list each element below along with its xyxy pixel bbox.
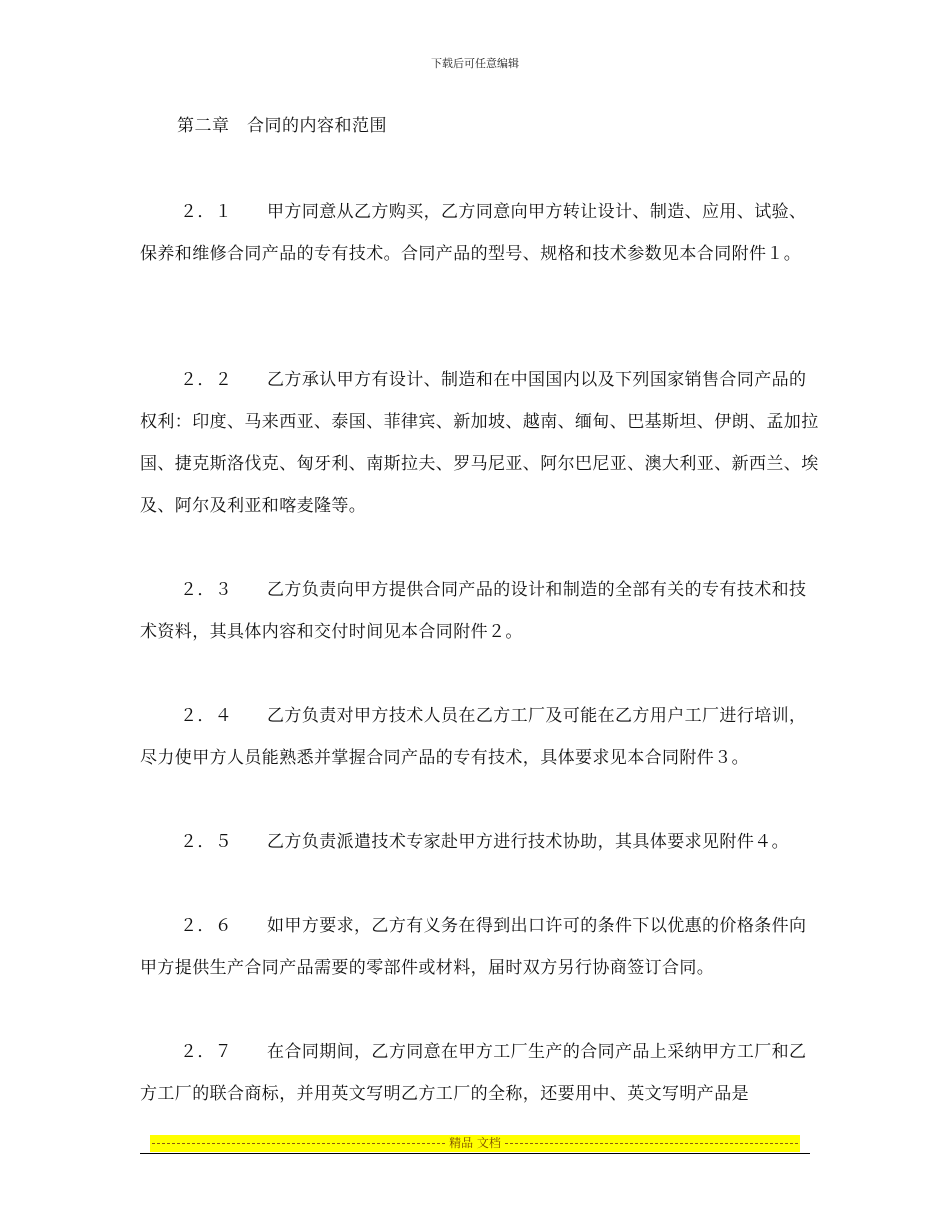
clause-text: 在合同期间，乙方同意在甲方工厂生产的合同产品上采纳甲方工厂和乙方工厂的联合商标，并用英文写明乙方工厂的全称，还要用中、英文写明产品是	[140, 1042, 807, 1104]
clause-2-7	[140, 1031, 820, 1115]
clause-2-2	[140, 359, 820, 527]
clause-number: ２．６	[180, 916, 233, 936]
clause-number: ２．４	[180, 706, 233, 726]
clause-number: ２．５	[180, 832, 233, 852]
page-header: 下载后可任意编辑	[431, 57, 519, 70]
clause-text: 乙方负责派遣技术专家赴甲方进行技术协助，其具体要求见附件４。	[267, 832, 790, 852]
clause-2-4	[140, 695, 820, 779]
clause-text: 乙方负责向甲方提供合同产品的设计和制造的全部有关的专有技术和技术资料，其具体内容和交付时间见本合同附件２。	[140, 580, 807, 642]
clause-number: ２．１	[180, 202, 233, 222]
clause-text: 乙方负责对甲方技术人员在乙方工厂及可能在乙方用户工厂进行培训，尽力使甲方人员能熟悉并掌握合同产品的专有技术，具体要求见本合同附件３。	[140, 706, 807, 768]
clause-text: 如甲方要求，乙方有义务在得到出口许可的条件下以优惠的价格条件向甲方提供生产合同产品需要的零部件或材料，届时双方另行协商签订合同。	[140, 916, 807, 978]
footer-label: 精品 文档	[449, 1136, 501, 1150]
footer-highlight-bar	[150, 1135, 800, 1152]
clause-2-1	[140, 191, 820, 275]
chapter-title: 第二章 合同的内容和范围	[177, 116, 387, 136]
clause-number: ２．２	[180, 370, 233, 390]
footer-rule	[140, 1153, 810, 1154]
footer-dash-left	[152, 1143, 445, 1144]
clause-2-5	[140, 821, 820, 863]
clause-number: ２．３	[180, 580, 233, 600]
clause-text: 甲方同意从乙方购买，乙方同意向甲方转让设计、制造、应用、试验、保养和维修合同产品的专有技术。合同产品的型号、规格和技术参数见本合同附件１。	[140, 202, 807, 264]
clause-text: 乙方承认甲方有设计、制造和在中国国内以及下列国家销售合同产品的权利：印度、马来西亚、泰国、菲律宾、新加坡、越南、缅甸、巴基斯坦、伊朗、孟加拉国、捷克斯洛伐克、匈牙利、南斯拉夫、罗马尼亚、阿尔巴尼亚、澳大利亚、新西兰、埃及、阿尔及利亚和喀麦隆等。	[140, 370, 819, 516]
clause-2-3	[140, 569, 820, 653]
footer-dash-right	[505, 1143, 798, 1144]
clause-2-6	[140, 905, 820, 989]
clause-number: ２．７	[180, 1042, 233, 1062]
